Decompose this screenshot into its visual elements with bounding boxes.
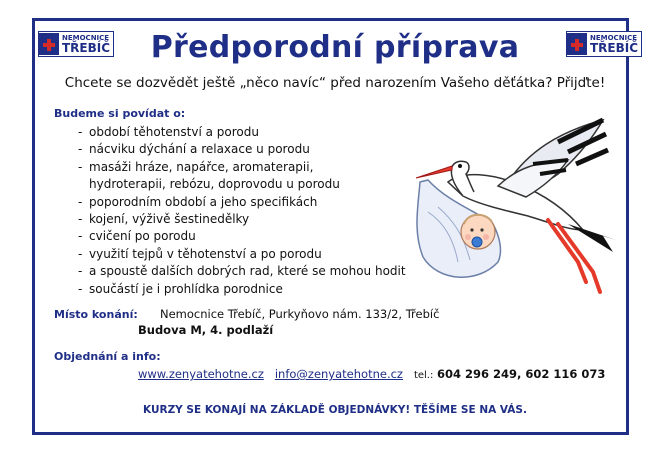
place-label: Místo konání: (54, 308, 138, 321)
list-item: - poporodním období a jeho specifikách (78, 194, 318, 209)
logo-line1: NEMOCNICE (590, 33, 638, 42)
contact-label: Objednání a info: (54, 350, 161, 363)
list-item: - období těhotenství a porodu (78, 125, 259, 139)
list-item: hydroterapii, rebózu, doprovodu u porodu (89, 177, 340, 192)
logo-line2: TŘEBÍČ (62, 40, 111, 55)
tel-label: tel.: (413, 370, 434, 381)
page-title: Předporodní příprava (150, 30, 520, 65)
topics-list (78, 124, 406, 298)
logo-line1: NEMOCNICE (62, 33, 110, 42)
stork-with-baby-icon (408, 112, 618, 302)
list-item: - cvičení po porodu (78, 229, 196, 244)
place-address: Nemocnice Třebíč, Purkyňovo nám. 133/2, Třebíč (160, 307, 440, 321)
phone-numbers: 604 296 249, 602 116 073 (437, 367, 606, 381)
subtitle: Chcete se dozvědět ještě „něco navíc“ před narozením Vašeho děťátka? Přijďte! (64, 75, 606, 91)
email-link[interactable]: info@zenyatehotne.cz (274, 367, 403, 381)
contact-line (138, 367, 605, 381)
list-item: - nácviku dýchání a relaxace u porodu (78, 142, 310, 157)
place-building: Budova M, 4. podlaží (138, 323, 274, 337)
logo-line2: TŘEBÍČ (590, 40, 639, 55)
list-item: - využití tejpů v těhotenství a po porodu (78, 246, 322, 261)
list-item: - kojení, výživě šestinedělky (78, 212, 250, 227)
list-item: - součástí je i prohlídka porodnice (78, 281, 283, 296)
footer-note: KURZY SE KONAJÍ NA ZÁKLADĚ OBJEDNÁVKY! TĚŠÍME SE NA VÁS. (143, 404, 527, 416)
list-item: - a spoustě dalších dobrých rad, které se mohou hodit (78, 264, 406, 279)
list-item: - masáži hráze, napářce, aromaterapii, (78, 159, 314, 174)
topics-heading: Budeme si povídat o: (54, 107, 186, 120)
website-link[interactable]: www.zenyatehotne.cz (138, 367, 264, 381)
